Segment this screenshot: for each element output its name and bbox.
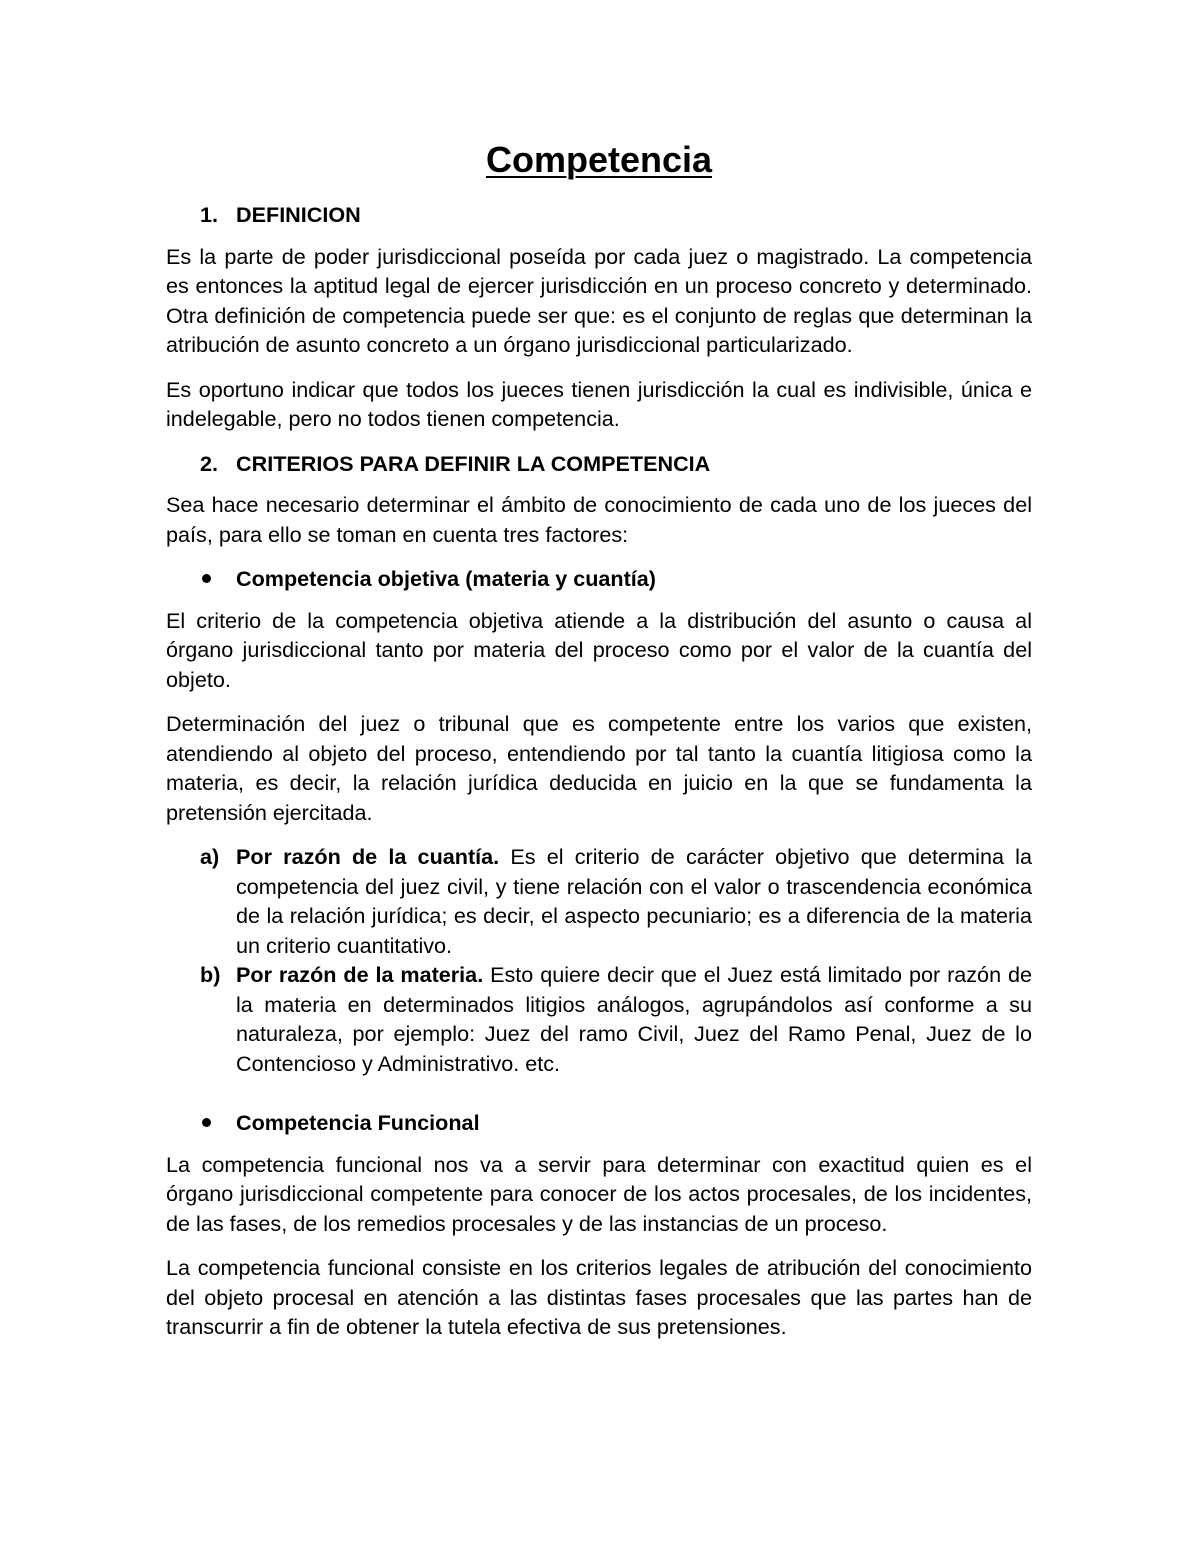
list-item-lead: Por razón de la cuantía. — [236, 844, 500, 869]
list-item-text: Esto quiere decir que el Juez está limitado por razón de la materia en determinados litigios análogos, agrupándolos así conforme a su naturaleza, por ejemplo: Juez del ramo Civil, Juez del Ramo Penal, Juez de lo Contencioso y Administrativo. etc. — [236, 962, 1032, 1076]
criterios-intro-paragraph: Sea hace necesario determinar el ámbito de conocimiento de cada uno de los jueces del país, para ello se toman en cuenta tres factores: — [166, 492, 1032, 547]
section-number: 2. — [200, 450, 219, 476]
list-item — [166, 842, 1032, 960]
list-item-lead: Por razón de la materia. — [236, 962, 484, 987]
list-item-content — [236, 960, 1032, 1078]
bullet-icon — [166, 564, 236, 594]
funcional-paragraph: La competencia funcional consiste en los criterios legales de atribución del conocimiento del objeto procesal en atención a las distintas fases procesales que las partes han de transcurrir a fin de obtener la tutela efectiva de sus pretensiones. — [166, 1255, 1032, 1339]
document-page — [166, 138, 1032, 1357]
subheading-competencia-objetiva — [166, 564, 1032, 594]
section-heading-text: DEFINICION — [236, 202, 361, 227]
list-item-content — [236, 842, 1032, 960]
subheading-text: Competencia objetiva (materia y cuantía) — [236, 566, 657, 591]
section-heading-definicion — [166, 200, 1032, 230]
section-heading-text: CRITERIOS PARA DEFINIR LA COMPETENCIA — [236, 450, 711, 476]
objetiva-paragraph: Determinación del juez o tribunal que es competente entre los varios que existen, atendiendo al objeto del proceso, entendiendo por tal tanto la cuantía litigiosa como la materia, es decir, la relación jurídica deducida en juicio en la que se fundamenta la pretensión ejercitada. — [166, 711, 1032, 825]
list-item-text: Es el criterio de carácter objetivo que determina la competencia del juez civil, y tiene relación con el valor o trascendencia económica de la relación jurídica; es decir, el aspecto pecuniario; es a diferencia de la materia un criterio cuantitativo. — [236, 844, 1032, 958]
criteria-list — [166, 842, 1032, 1078]
list-item-letter: a) — [200, 844, 220, 869]
subheading-competencia-funcional — [166, 1108, 1032, 1138]
definition-paragraph: Es la parte de poder jurisdiccional poseída por cada juez o magistrado. La competencia es entonces la aptitud legal de ejercer jurisdicción en un proceso concreto y determinado. Otra definición de competencia puede ser que: es el conjunto de reglas que determinan la atribución de asunto concreto a un órgano jurisdiccional particularizado. — [166, 243, 1032, 357]
bullet-icon — [166, 1108, 236, 1138]
definition-paragraph: Es oportuno indicar que todos los jueces tienen jurisdicción la cual es indivisible, única e indelegable, pero no todos tienen competencia. — [166, 376, 1032, 431]
section-heading-criterios — [166, 449, 1032, 479]
funcional-paragraph: La competencia funcional nos va a servir para determinar con exactitud quien es el órgano jurisdiccional competente para conocer de los actos procesales, de los incidentes, de las fases, de los remedios procesales y de las instancias de un proceso. — [166, 1151, 1032, 1236]
objetiva-paragraph: El criterio de la competencia objetiva atiende a la distribución del asunto o causa al órgano jurisdiccional tanto por materia del proceso como por el valor de la cuantía del objeto. — [166, 607, 1032, 692]
subheading-text: Competencia Funcional — [236, 1110, 480, 1135]
section-number: 1. — [200, 202, 219, 227]
list-item — [166, 960, 1032, 1078]
document-title: Competencia — [485, 139, 713, 180]
list-item-letter: b) — [200, 962, 221, 987]
